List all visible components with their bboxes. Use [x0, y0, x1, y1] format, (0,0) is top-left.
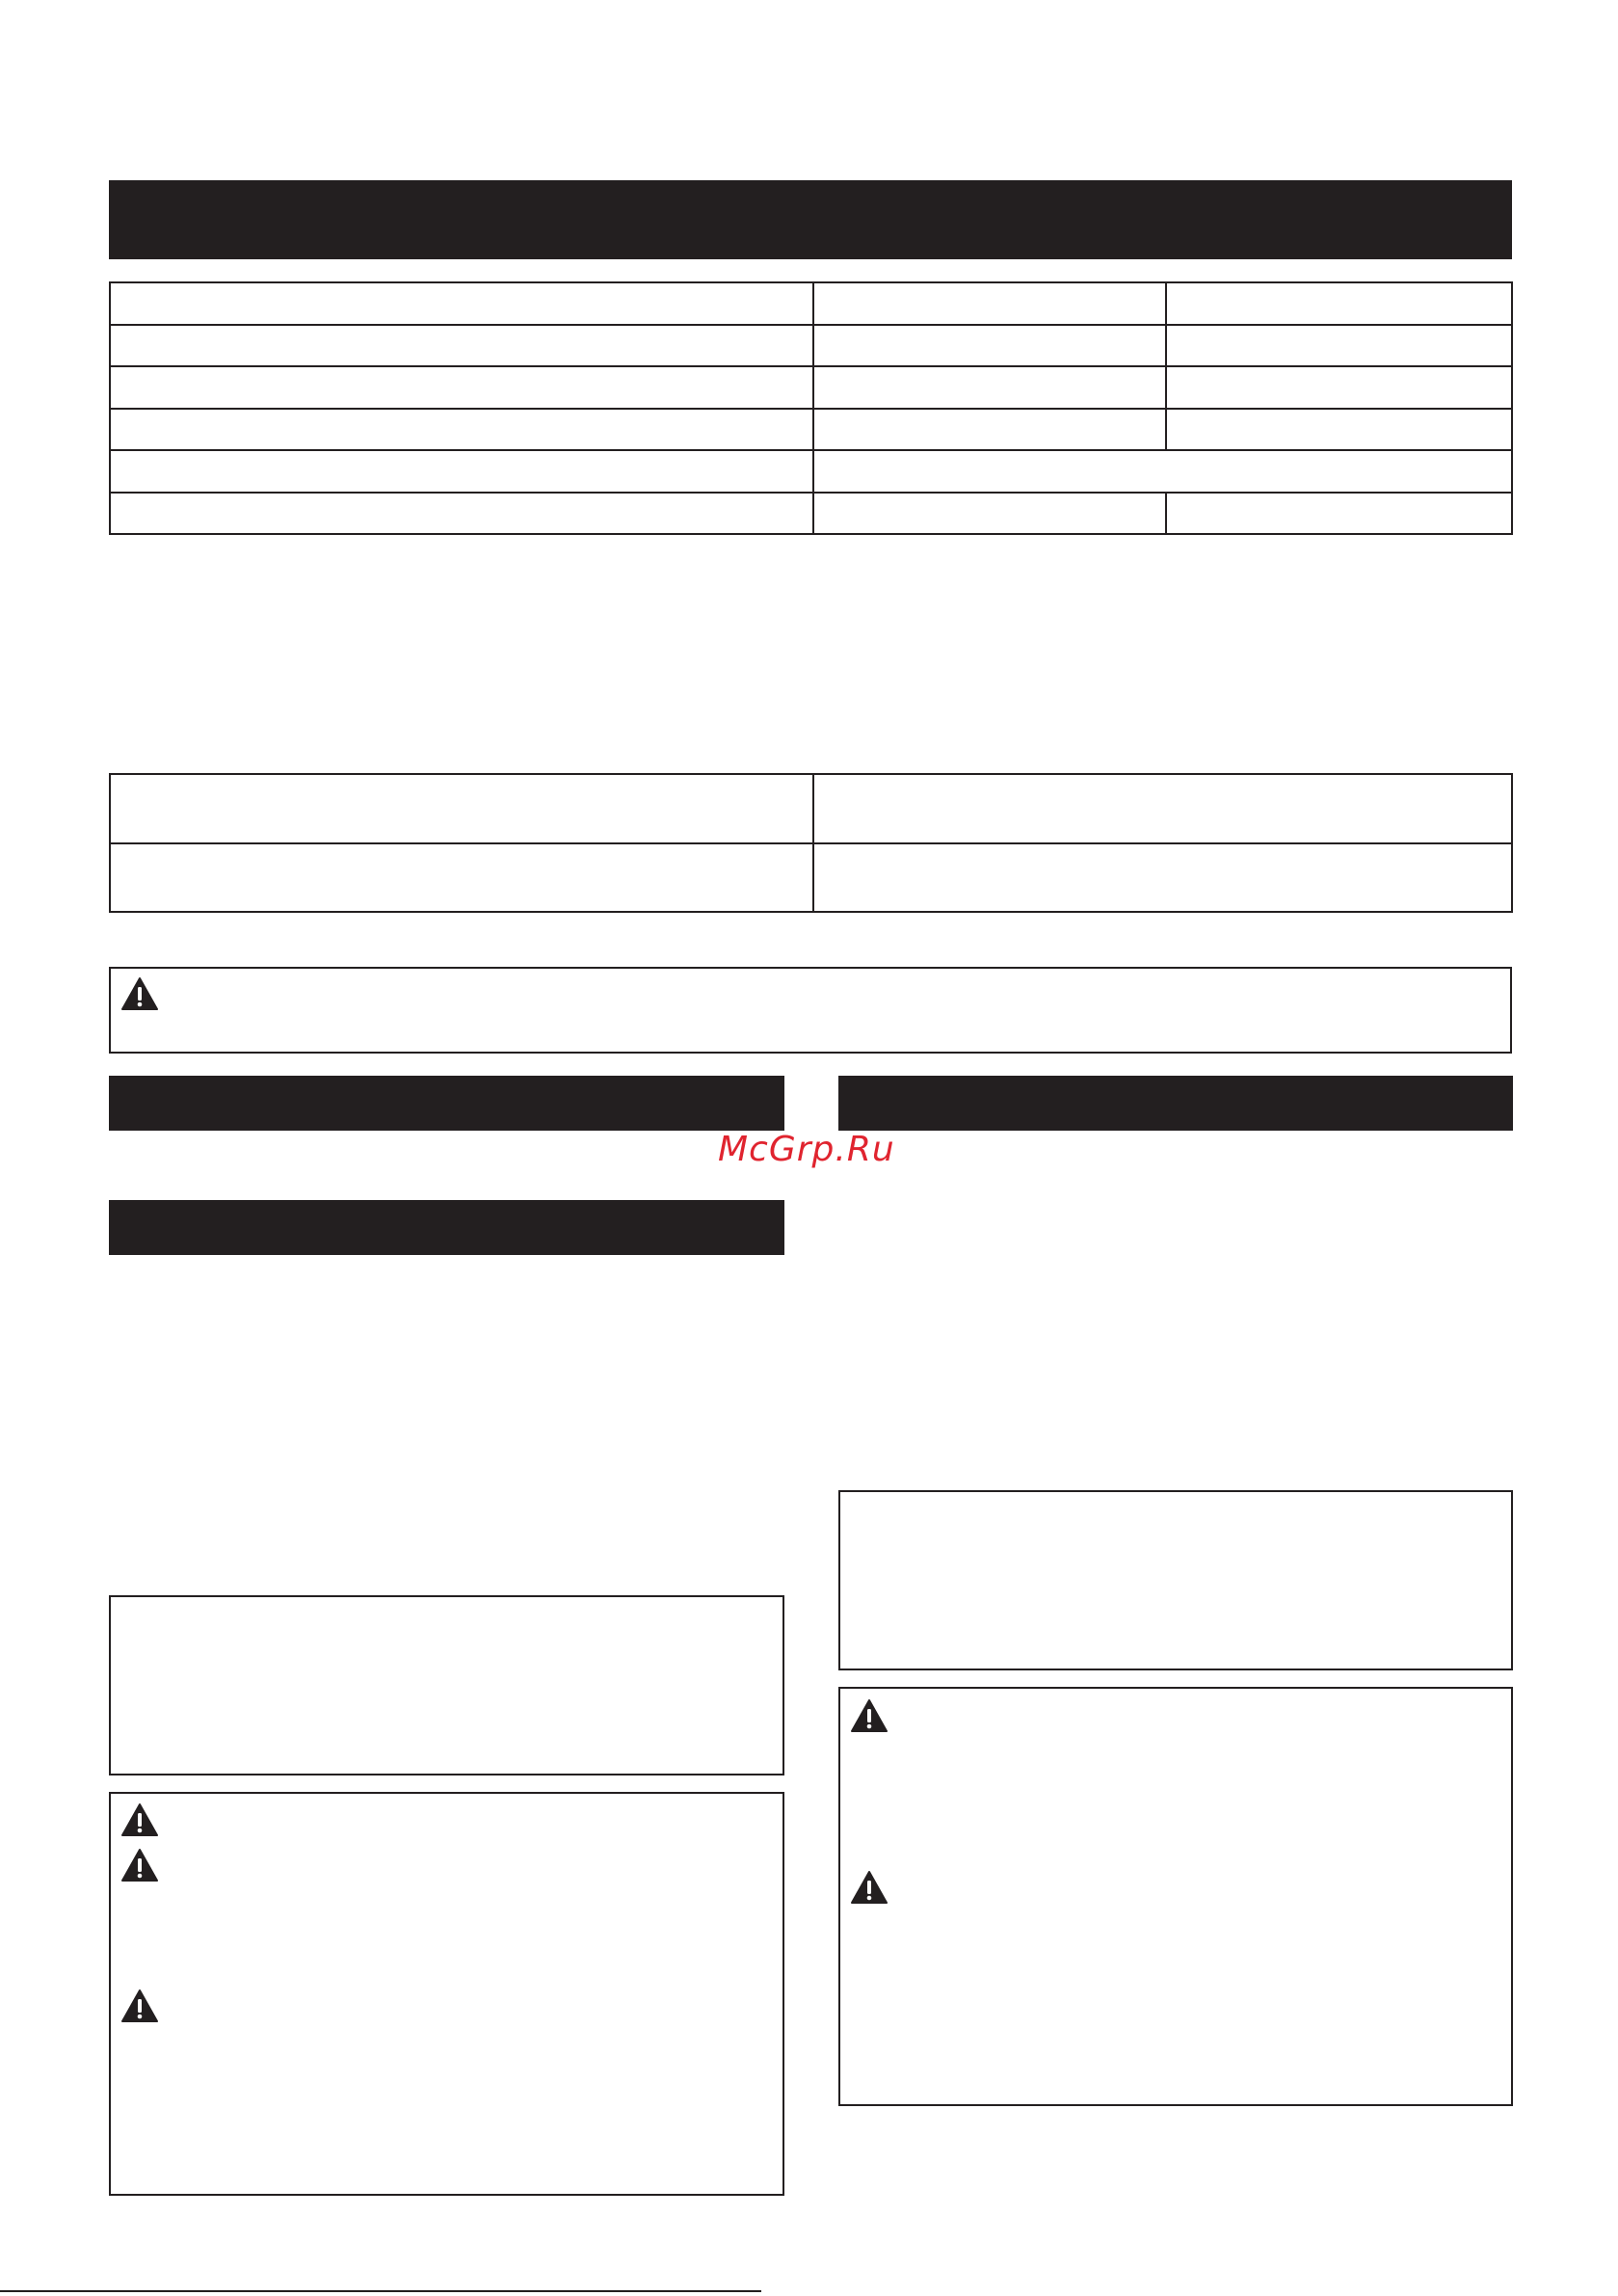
table-cell — [1166, 493, 1512, 535]
note-box-left — [109, 1595, 784, 1775]
table-row — [110, 493, 1512, 535]
warning-triangle-icon — [850, 1870, 889, 1905]
table-row — [110, 366, 1512, 409]
table-cell — [110, 450, 813, 493]
section-header-bar-top — [109, 180, 1512, 259]
table-cell — [813, 325, 1166, 367]
specifications-table — [109, 281, 1513, 535]
warning-box-left — [109, 1792, 784, 2196]
section-header-bar-left-2 — [109, 1200, 784, 1255]
table-row — [110, 774, 1512, 843]
table-cell — [110, 493, 813, 535]
warning-triangle-icon — [120, 976, 159, 1011]
table-cell — [110, 366, 813, 409]
table-cell — [813, 366, 1166, 409]
table-cell — [110, 409, 813, 451]
table-cell — [813, 493, 1166, 535]
section-header-bar-left-1 — [109, 1076, 784, 1131]
table-cell — [110, 325, 813, 367]
warning-box-right — [838, 1687, 1513, 2106]
table-cell — [813, 774, 1512, 843]
warning-triangle-icon — [850, 1698, 889, 1733]
table-cell — [813, 843, 1512, 913]
note-box-right — [838, 1490, 1513, 1670]
table-cell — [813, 282, 1166, 325]
table-cell — [110, 843, 813, 913]
table-cell — [813, 450, 1512, 493]
watermark: McGrp.Ru — [718, 1130, 895, 1169]
table-cell — [110, 282, 813, 325]
table-row — [110, 282, 1512, 325]
table-cell — [1166, 282, 1512, 325]
table-row — [110, 409, 1512, 451]
table-cell — [1166, 366, 1512, 409]
table-row — [110, 325, 1512, 367]
table-row — [110, 843, 1512, 913]
symbols-table — [109, 773, 1513, 913]
table-cell — [1166, 325, 1512, 367]
table-cell — [110, 774, 813, 843]
warning-triangle-icon — [120, 1989, 159, 2023]
warning-triangle-icon — [120, 1848, 159, 1882]
table-row — [110, 450, 1512, 493]
warning-box-wide — [109, 967, 1512, 1054]
table-cell — [813, 409, 1166, 451]
table-cell — [1166, 409, 1512, 451]
section-header-bar-right-1 — [838, 1076, 1513, 1131]
footer-rule — [0, 2290, 761, 2292]
warning-triangle-icon — [120, 1802, 159, 1837]
